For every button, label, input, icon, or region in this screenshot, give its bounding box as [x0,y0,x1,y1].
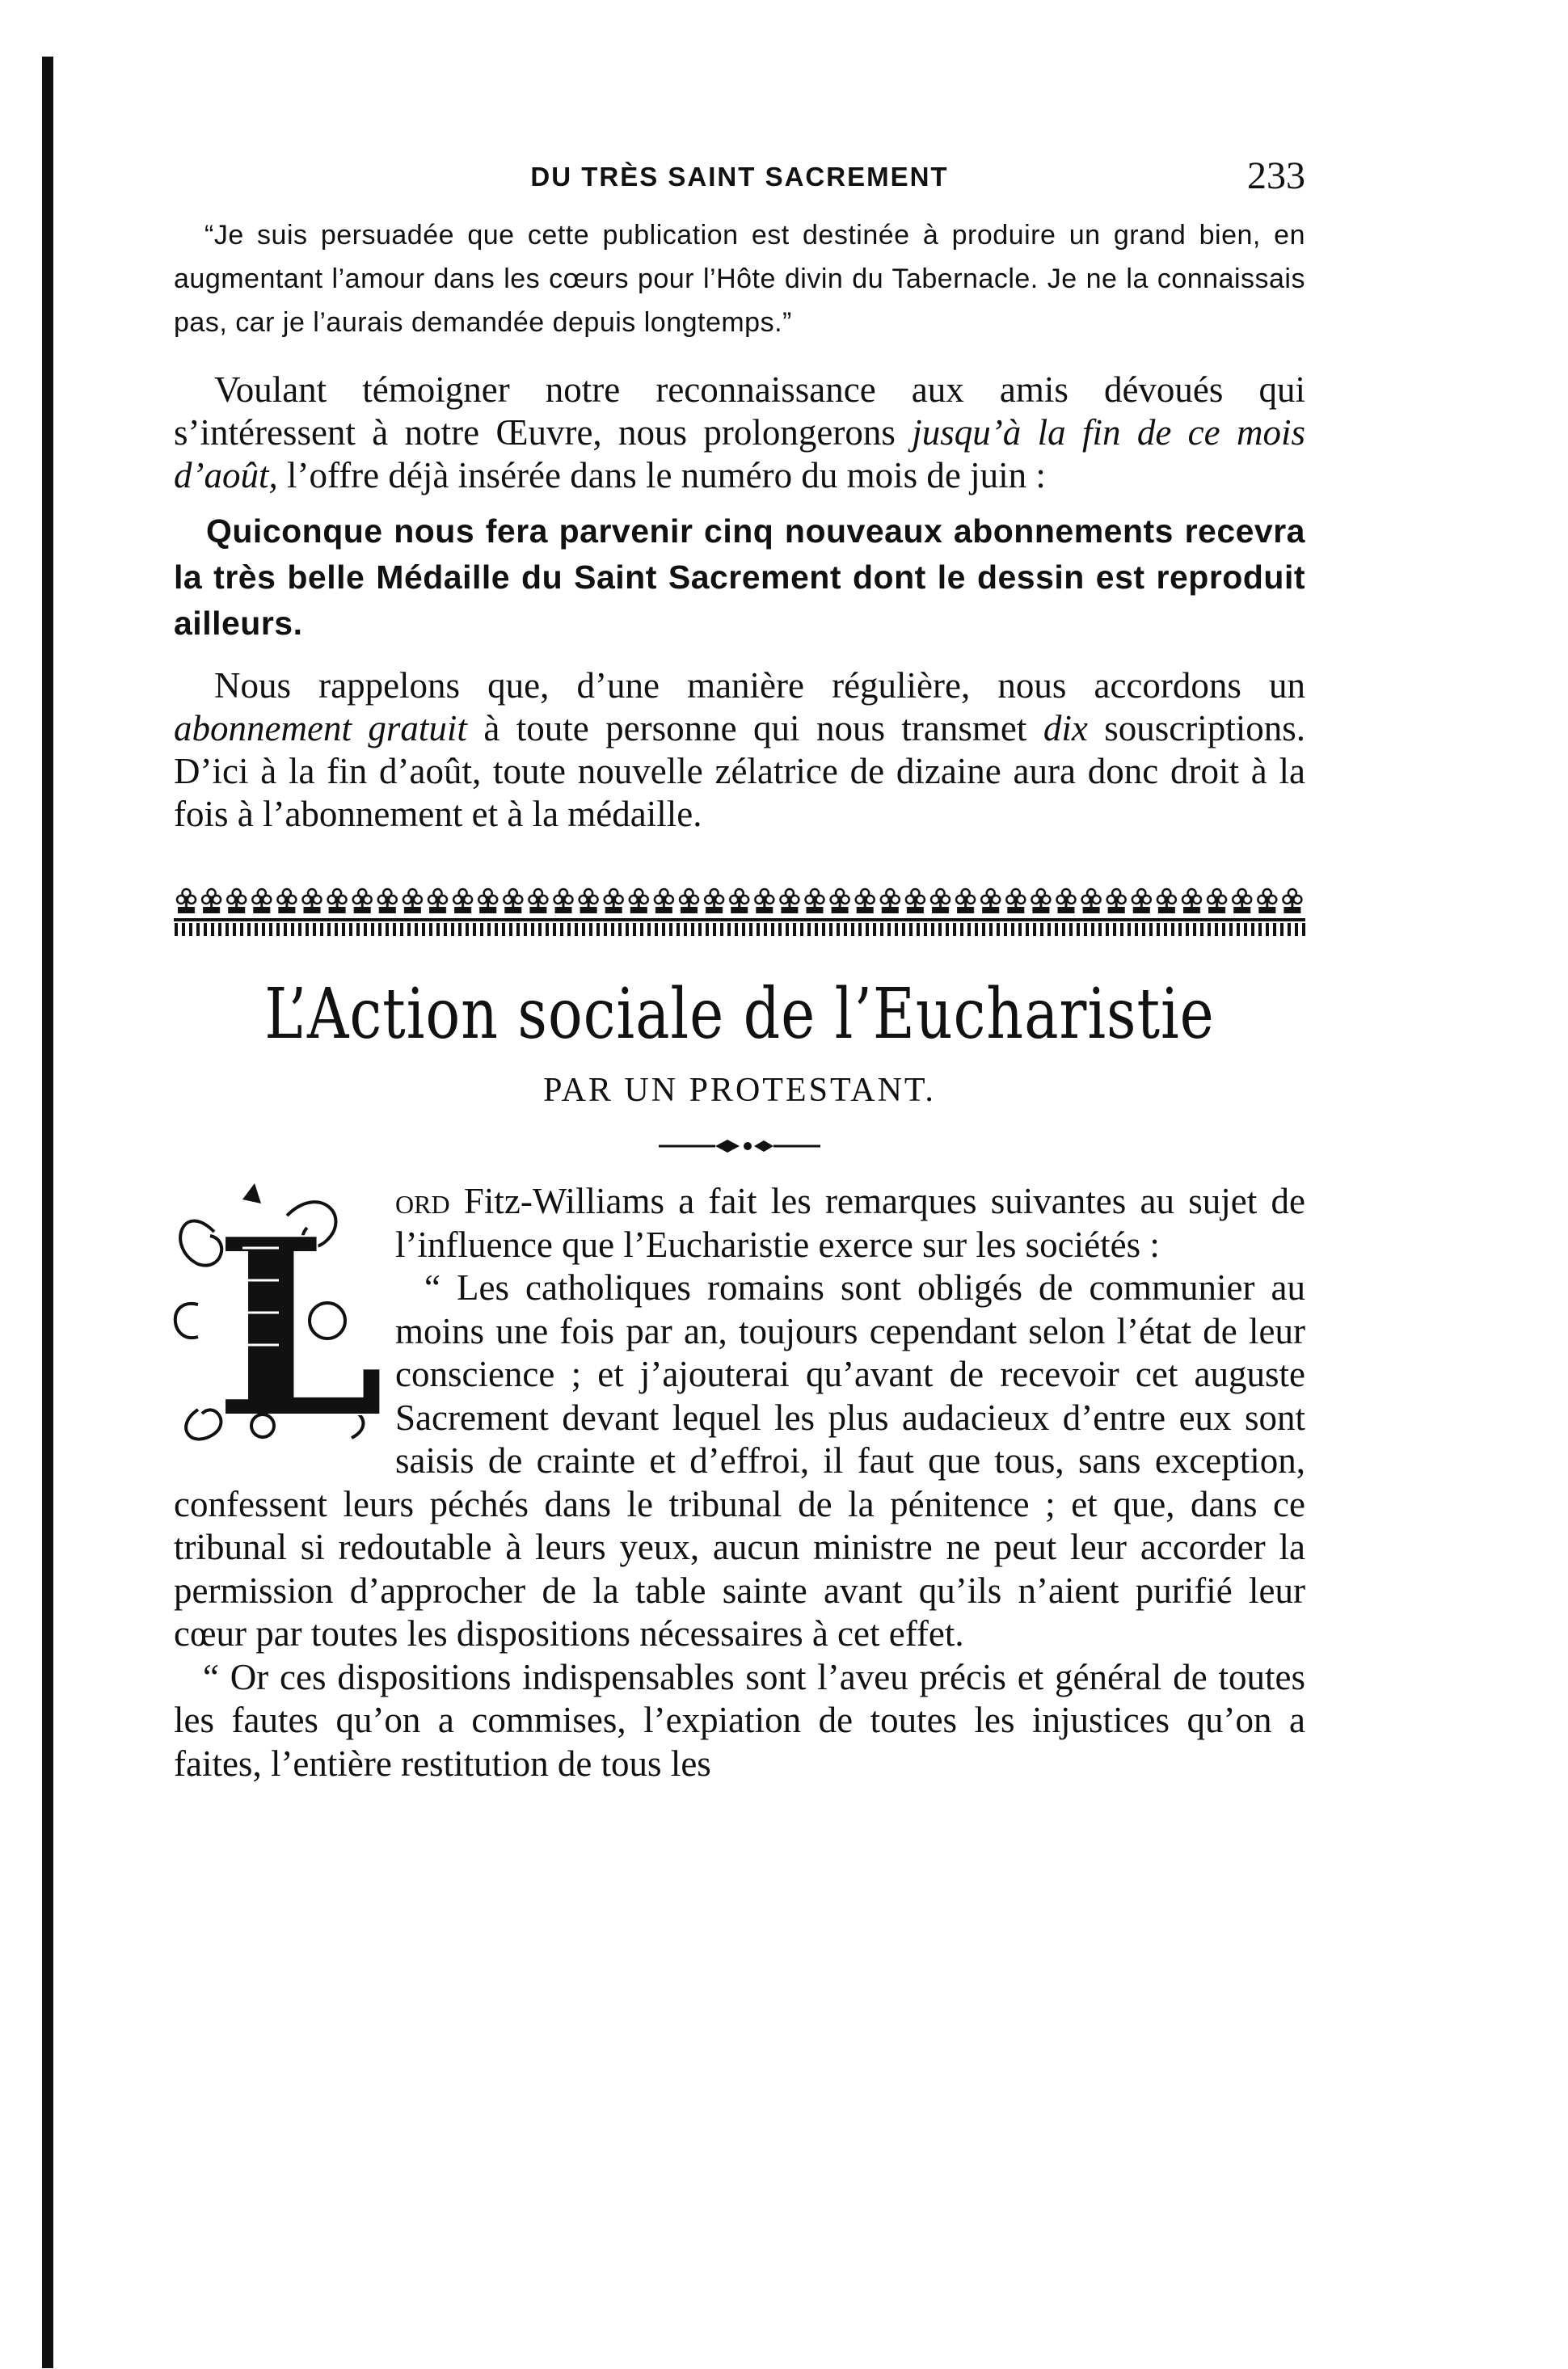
book-page [174,154,1305,1785]
running-head [174,154,1305,210]
free-sub-text-b: à toute personne qui nous transmet [466,708,1043,748]
offer-deadline: jusqu’à la fin de ce mois d’août, [174,412,1305,495]
intro-text: Fitz-Williams a fait les remarques suivantes au sujet de l’influence que l’Eucharistie exerce sur les sociétés : [395,1181,1305,1265]
free-sub-count: dix [1043,708,1088,748]
testimonial-quote: “Je suis persuadée que cette publication est destinée à produire un grand bien, en augmentant l’amour dans les cœurs pour l’Hôte divin du Tabernacle. Je ne la connaissais pas, car je l’aurais demandée depuis longtemps.” [174,220,1305,338]
article-paragraph-quote-2: “ Or ces dispositions indispensables sont l’aveu précis et général de toutes les fautes qu’on a commises, l’expiation de toutes les injustices qu’on a faites, l’entière restitution de tous les [174,1656,1305,1784]
intro-smallcaps: ord [395,1181,450,1221]
offer-text-start: Voulant témoigner notre reconnaissance aux amis dévoués qui s’intéressent à notre Œuvre, nous prolongerons [174,369,1305,453]
paragraph-offer [174,369,1305,497]
drop-letter: L [214,1186,384,1450]
article-title: L’Action sociale de l’Eucharistie [264,974,1215,1055]
free-sub-text-c: souscriptions. D’ici à la fin d’août, toute nouvelle zélatrice de dizaine aura donc droit à la fois à l’abonnement et à la médaille. [174,708,1305,834]
page-number: 233 [1247,154,1305,197]
free-sub-emphasis: abonnement gratuit [174,708,467,748]
ornamental-divider [174,886,1305,942]
running-title: DU TRÈS SAINT SACREMENT [530,162,949,192]
article-body [174,1180,1305,1785]
paragraph-medal-offer: Quiconque nous fera parvenir cinq nouveaux abonnements recevra la très belle Médaille du Saint Sacrement dont le dessin est reproduit ailleurs. [174,512,1305,642]
article-byline: PAR UN PROTESTANT. [543,1072,936,1109]
free-sub-text-a: Nous rappelons que, d’une manière régulière, nous accordons un [214,665,1305,706]
page-binding-edge [42,57,53,2368]
paragraph-free-subscription [174,664,1305,836]
decorated-initial-letter [166,1183,384,1450]
article-paragraph-quote-1: “ Les catholiques romains sont obligés de communier au moins une fois par an, toujours cependant selon l’état de leur conscience ; et j’ajouterai qu’avant de recevoir cet auguste Sacrement devant lequel les plus audacieux d’entre eux sont saisis de crainte et d’effroi, il faut que tous, sans exception, confessent leurs péchés dans le tribunal de la pénitence ; et que, dans ce tribunal si redoutable à leurs yeux, aucun ministre ne peut leur accorder la permission d’approcher de la table sainte avant qu’ils n’aient purifié leur cœur par toutes les dispositions nécessaires à cet effet. [174,1267,1305,1654]
ornamental-dash [174,1134,1305,1162]
offer-text-end: l’offre déjà insérée dans le numéro du mois de juin : [277,455,1046,495]
